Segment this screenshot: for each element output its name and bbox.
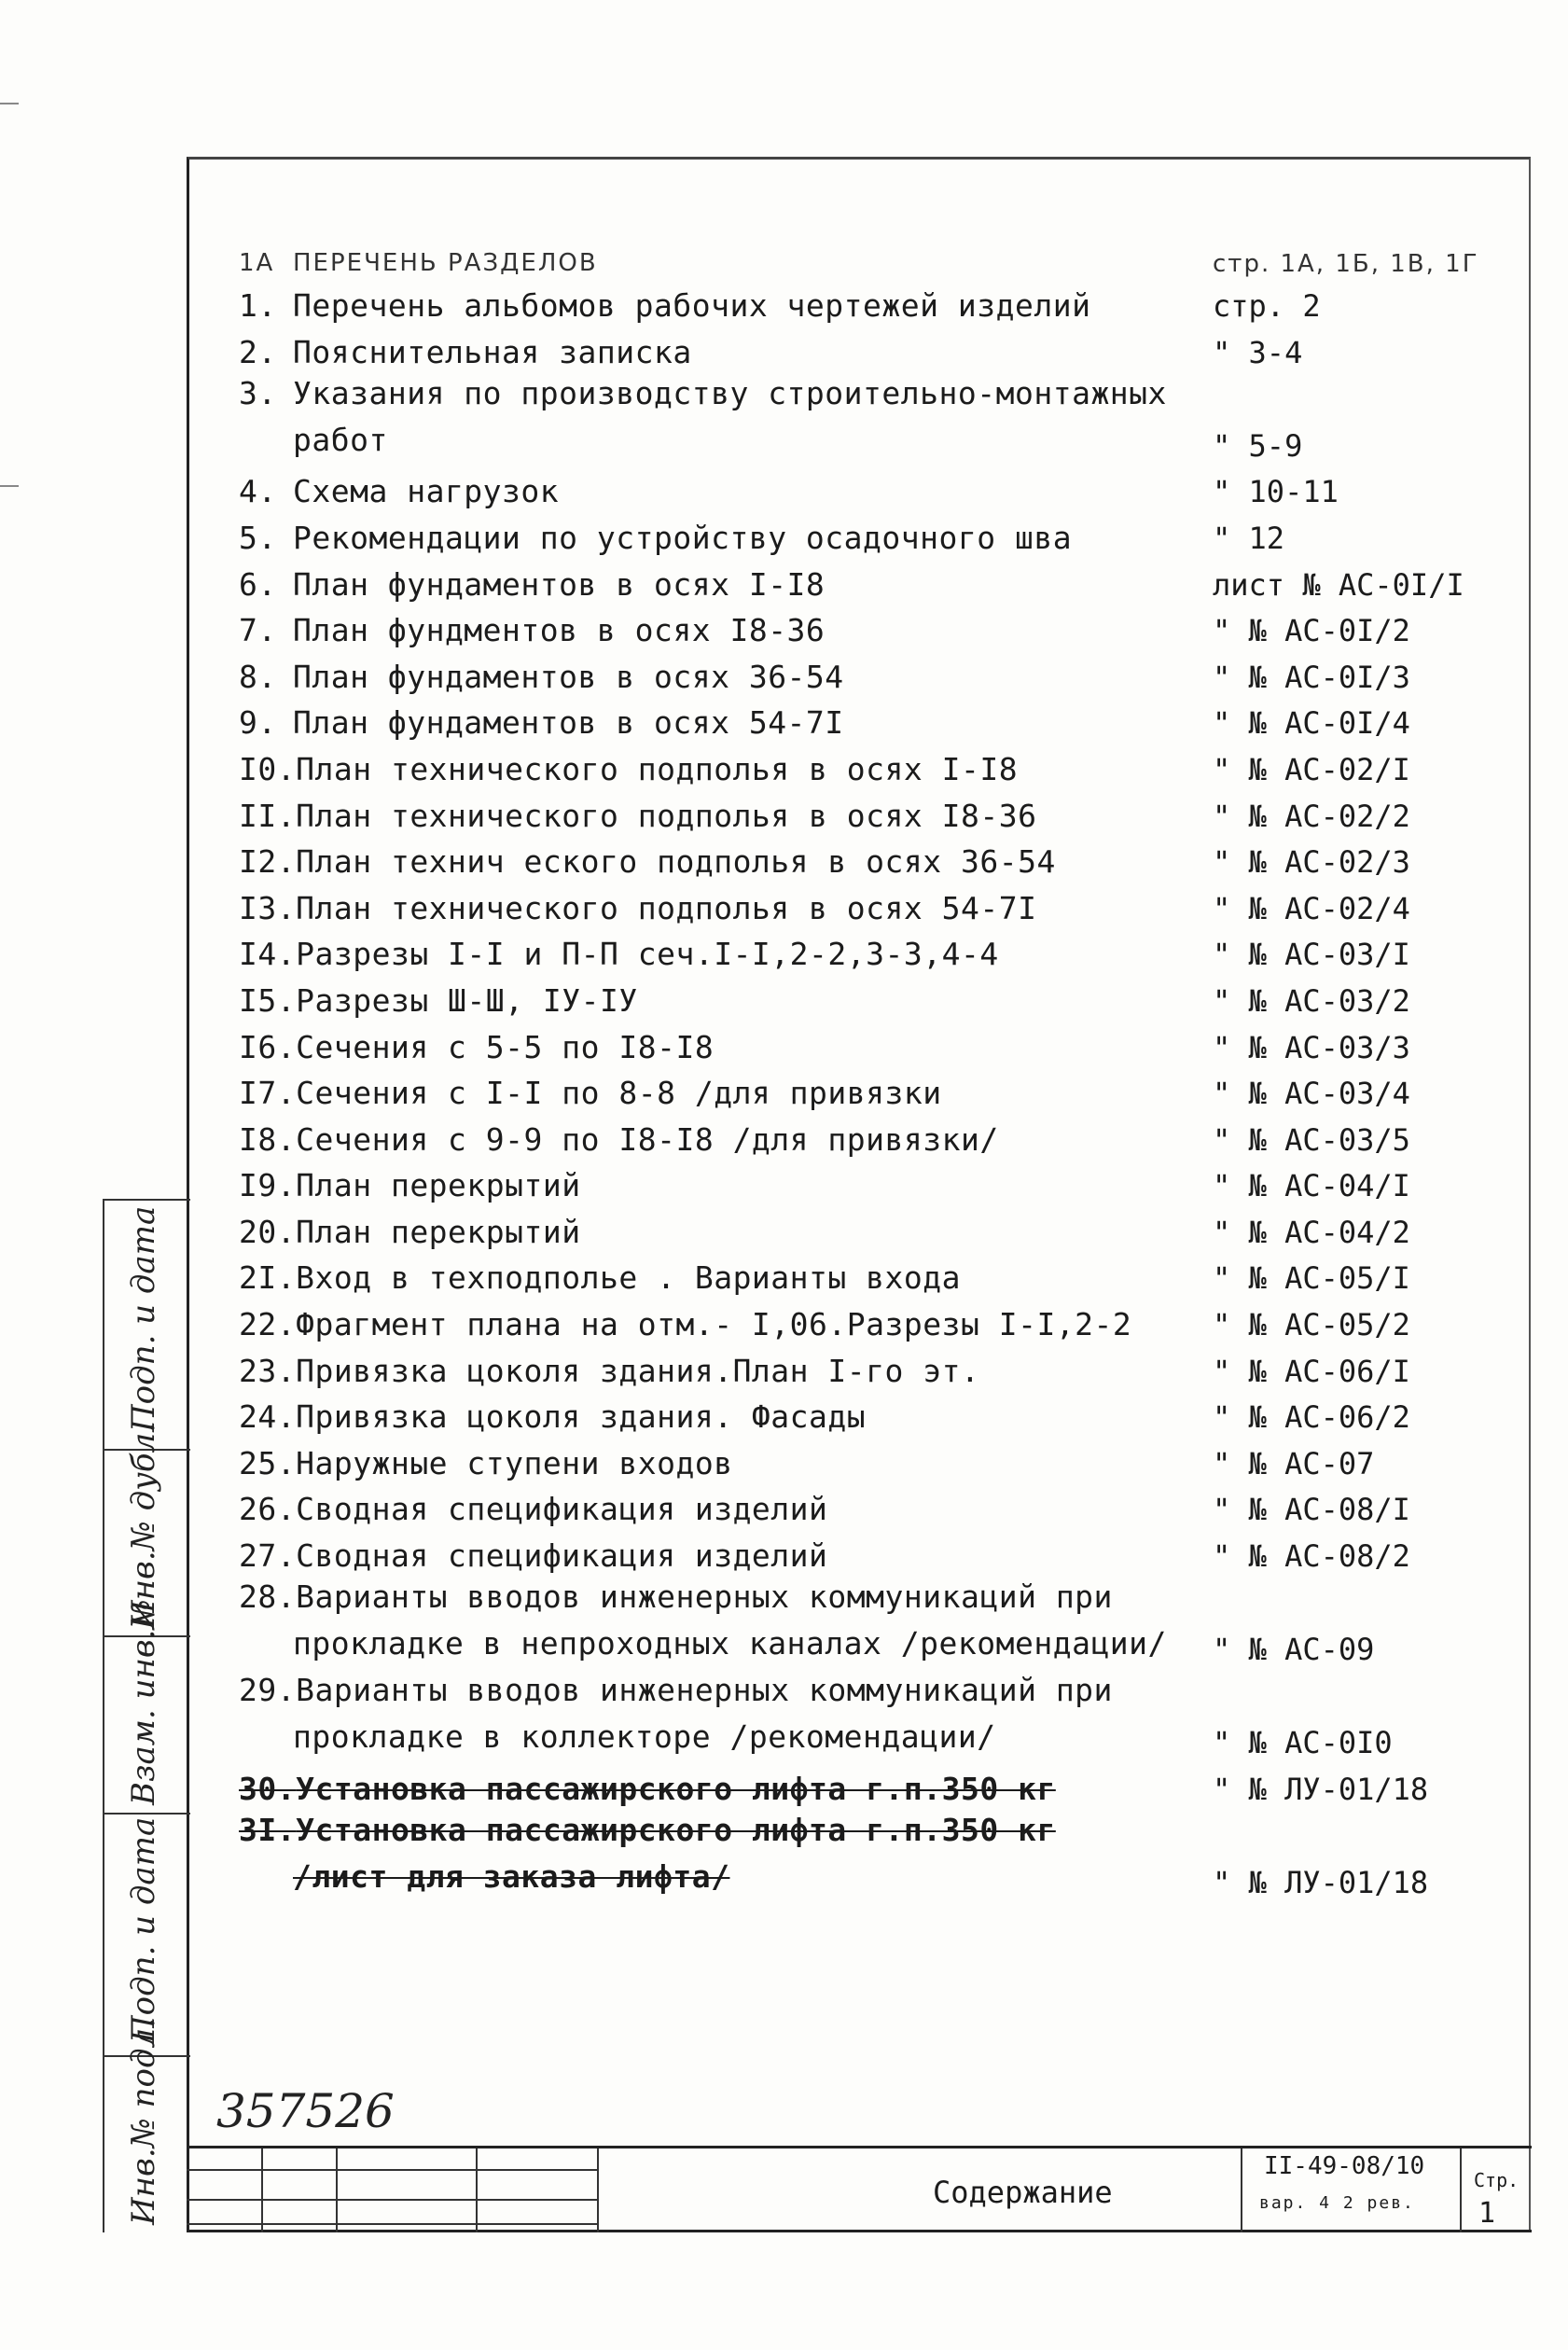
- toc-item-page-ref: " № АС-0I/4: [1213, 705, 1410, 742]
- toc-item-title: ПЕРЕЧЕНЬ РАЗДЕЛОВ: [293, 248, 598, 277]
- toc-item: [239, 1353, 1200, 1389]
- toc-row: [239, 972, 1507, 1019]
- toc-item: [239, 1259, 1200, 1296]
- toc-item-number: 3I.: [239, 1811, 297, 1848]
- toc-item-title: Привязка цоколя здания.План I-го эт.: [296, 1352, 980, 1389]
- toc-item-title: Схема нагрузок: [293, 473, 560, 510]
- stamp-code-note: вар. 4 2 рев.: [1259, 2193, 1415, 2213]
- toc-item-page-ref: " № АС-02/4: [1213, 890, 1410, 926]
- toc-item-page-ref: " № АС-03/I: [1213, 937, 1410, 973]
- toc-row: [239, 1342, 1507, 1389]
- stamp-grid-line: [1241, 2148, 1242, 2232]
- toc-item-page-ref: " № АС-06/2: [1213, 1399, 1410, 1436]
- toc-item-number: 27.: [239, 1537, 297, 1575]
- side-label-signature-bottom: Подп. и дата: [125, 1816, 162, 2043]
- toc-item: [239, 1574, 1200, 1667]
- toc-item-title: Перечень альбомов рабочих чертежей изделий: [293, 287, 1091, 325]
- toc-item: [239, 936, 1200, 972]
- toc-item: [239, 751, 1200, 787]
- toc-item-page-ref: стр. 2: [1213, 288, 1321, 325]
- toc-item: [239, 1029, 1200, 1065]
- toc-row: [239, 695, 1507, 742]
- toc-item-number: 1.: [239, 287, 277, 325]
- toc-item-title: Пояснительная записка: [293, 333, 692, 370]
- toc-item-page-ref: " № АС-08/2: [1213, 1538, 1410, 1575]
- toc-item-number: 4.: [239, 473, 277, 510]
- toc-item-title: Сводная спецификация изделий: [296, 1491, 828, 1528]
- toc-item-number: 2.: [239, 333, 277, 370]
- toc-item-title: План технического подполья в осях I8-36: [296, 797, 1037, 834]
- toc-item-number: 30.: [239, 1770, 297, 1807]
- toc-item: [239, 1445, 1200, 1481]
- toc-row: [239, 370, 1507, 464]
- toc-row: [239, 556, 1507, 603]
- margin-mark: [0, 103, 19, 104]
- toc-row: [239, 1760, 1507, 1807]
- toc-row: [239, 1296, 1507, 1342]
- toc-item-page-ref: " № АС-02/2: [1213, 798, 1410, 834]
- toc-item-page-ref: " № АС-03/2: [1213, 982, 1410, 1019]
- toc-item: [239, 982, 1200, 1019]
- toc-row: [239, 834, 1507, 881]
- stamp-grid-line: [187, 2169, 597, 2171]
- toc-item-title: Наружные ступени входов: [296, 1444, 733, 1481]
- toc-item-page-ref: " № АС-03/4: [1213, 1076, 1410, 1112]
- toc-item: [239, 287, 1200, 324]
- toc-row: [239, 231, 1507, 278]
- stamp-grid-line: [1460, 2148, 1462, 2232]
- stamp-grid-line: [261, 2148, 263, 2232]
- toc-item-page-ref: " № АС-05/I: [1213, 1260, 1410, 1297]
- toc-item-page-ref: " 3-4: [1213, 334, 1303, 370]
- toc-row: [239, 1389, 1507, 1436]
- toc-row: [239, 1158, 1507, 1204]
- toc-item: [239, 242, 1200, 278]
- toc-row: [239, 741, 1507, 787]
- toc-item-number: 24.: [239, 1398, 297, 1436]
- toc-item-page-ref: " № АС-02/3: [1213, 844, 1410, 881]
- toc-row: [239, 1667, 1507, 1760]
- toc-row: [239, 1019, 1507, 1065]
- toc-item-number: 1А: [239, 248, 275, 277]
- toc-item-title: План технического подполья в осях 54-7I: [296, 889, 1037, 926]
- toc-item-number: 26.: [239, 1491, 297, 1528]
- toc-item-number: I0.: [239, 750, 297, 787]
- toc-item-page-ref: " № АС-0I0: [1213, 1725, 1393, 1761]
- toc-item-number: I6.: [239, 1028, 297, 1065]
- toc-item-page-ref: " № АС-04/2: [1213, 1214, 1410, 1250]
- toc-item: [239, 1667, 1200, 1760]
- toc-row: [239, 278, 1507, 325]
- toc-item: [239, 798, 1200, 834]
- toc-item-page-ref: " № АС-0I/2: [1213, 613, 1410, 649]
- toc-item: [239, 334, 1200, 370]
- side-cell-orig-inv: [104, 2018, 190, 2234]
- toc-item-title: План фундментов в осях I8-36: [293, 612, 826, 649]
- toc-item-title: Сечения с 5-5 по I8-I8: [296, 1028, 715, 1065]
- toc-item-page-ref: " 10-11: [1213, 474, 1339, 510]
- toc-item: [239, 370, 1200, 464]
- side-cell-signature-top: [104, 1199, 190, 1451]
- toc-item-title-continued: работ: [293, 421, 388, 458]
- toc-row: [239, 1065, 1507, 1112]
- toc-row: [239, 1250, 1507, 1297]
- toc-item-number: I8.: [239, 1120, 297, 1158]
- stamp-grid-line: [187, 2199, 597, 2201]
- toc-item-number: I7.: [239, 1075, 297, 1112]
- toc-item: [239, 1214, 1200, 1250]
- toc-row: [239, 1574, 1507, 1667]
- toc-item: [239, 659, 1200, 695]
- toc-row: [239, 1111, 1507, 1158]
- toc-item: [239, 473, 1200, 509]
- toc-item-number: I4.: [239, 936, 297, 973]
- toc-item: [239, 520, 1200, 556]
- toc-item-title: Сводная спецификация изделий: [296, 1537, 828, 1575]
- toc-item-number: 2I.: [239, 1259, 297, 1297]
- toc-item: [239, 890, 1200, 926]
- toc-item-title: Фрагмент плана на отм.- I,06.Разрезы I-I,2-2: [296, 1306, 1132, 1343]
- toc-item-number: 29.: [239, 1672, 297, 1709]
- toc-item-title: Разрезы I-I и П-П сеч.I-I,2-2,3-3,4-4: [296, 936, 999, 973]
- toc-item-number: 23.: [239, 1352, 297, 1389]
- toc-item: [239, 1398, 1200, 1435]
- margin-mark: [0, 485, 19, 487]
- stamp-sheet-label: Стр.: [1474, 2169, 1519, 2191]
- toc-item: [239, 566, 1200, 603]
- toc-item-number: I3.: [239, 889, 297, 926]
- toc-item-title: Вход в техподполье . Варианты входа: [296, 1259, 961, 1297]
- toc-item-title: Сечения с 9-9 по I8-I8 /для привязки/: [296, 1120, 999, 1158]
- toc-item-title: План фундаментов в осях 54-7I: [293, 704, 844, 742]
- title-block-stamp: [187, 2146, 1532, 2232]
- toc-item-number: 5.: [239, 519, 277, 556]
- toc-item: [239, 1306, 1200, 1342]
- toc-row: [239, 464, 1507, 510]
- toc-item-number: 20.: [239, 1213, 297, 1250]
- toc-item: [239, 1807, 1200, 1900]
- toc-item-number: 3.: [239, 374, 277, 411]
- toc-item: [239, 704, 1200, 741]
- toc-item-page-ref: " № АС-02/I: [1213, 751, 1410, 787]
- toc-row: [239, 509, 1507, 556]
- toc-item-title-continued: прокладке в непроходных каналах /рекомендации/: [293, 1625, 1167, 1662]
- toc-item: [239, 1771, 1200, 1807]
- toc-item-page-ref: " № ЛУ-01/18: [1213, 1771, 1429, 1807]
- toc-item: [239, 843, 1200, 880]
- toc-row: [239, 787, 1507, 834]
- toc-item-number: 25.: [239, 1444, 297, 1481]
- stamp-grid-line: [187, 2223, 597, 2225]
- toc-item-page-ref: лист № АС-0I/I: [1213, 566, 1464, 603]
- side-label-replace-inv: Взам. инв.№: [125, 1599, 162, 1805]
- toc-item-title: План перекрытий: [296, 1167, 581, 1204]
- toc-item-page-ref: " № ЛУ-01/18: [1213, 1864, 1429, 1900]
- toc-item-title: Установка пассажирского лифта г.п.350 кг: [296, 1811, 1056, 1848]
- side-label-orig-inv: Инв.№ подл.: [125, 2018, 162, 2225]
- toc-item-page-ref: " 12: [1213, 520, 1285, 556]
- toc-item: [239, 1167, 1200, 1203]
- toc-item-number: I5.: [239, 981, 297, 1019]
- stamp-grid-line: [597, 2148, 599, 2232]
- toc-item: [239, 1121, 1200, 1158]
- toc-item-number: 6.: [239, 565, 277, 603]
- toc-row: [239, 324, 1507, 370]
- stamp-code: II-49-08/10: [1264, 2152, 1425, 2180]
- toc-row: [239, 1481, 1507, 1528]
- toc-item-title: Привязка цоколя здания. Фасады: [296, 1398, 867, 1436]
- toc-item-title-continued: прокладке в коллекторе /рекомендации/: [293, 1718, 996, 1756]
- toc-item: [239, 1491, 1200, 1527]
- toc-item-number: 7.: [239, 612, 277, 649]
- toc-item-number: II.: [239, 797, 297, 834]
- toc-item-page-ref: " № АС-06/I: [1213, 1353, 1410, 1389]
- toc-item-number: 28.: [239, 1578, 297, 1616]
- toc-row: [239, 880, 1507, 926]
- toc-item-title-continued: /лист для заказа лифта/: [293, 1857, 730, 1895]
- toc-item-number: 22.: [239, 1306, 297, 1343]
- stamp-title: Содержание: [933, 2175, 1113, 2210]
- toc-item-number: 8.: [239, 658, 277, 695]
- inventory-number: 357526: [216, 2084, 395, 2138]
- toc-item: [239, 1537, 1200, 1574]
- toc-item-page-ref: " № АС-08/I: [1213, 1492, 1410, 1528]
- toc-item-number: I2.: [239, 843, 297, 881]
- toc-item-page-ref: " № АС-03/5: [1213, 1121, 1410, 1158]
- approval-side-strip: [103, 1199, 190, 2232]
- toc-item: [239, 1075, 1200, 1111]
- toc-item-title: План фундаментов в осях I-I8: [293, 565, 826, 603]
- toc-item-title: План перекрытий: [296, 1213, 581, 1250]
- toc-row: [239, 1203, 1507, 1250]
- toc-item-page-ref: " № АС-0I/3: [1213, 659, 1410, 695]
- stamp-grid-line: [336, 2148, 338, 2232]
- toc-item-page-ref: " № АС-07: [1213, 1445, 1375, 1481]
- side-label-signature-top: Подп. и дата: [125, 1205, 162, 1432]
- toc-row: [239, 1435, 1507, 1481]
- toc-item-title: Установка пассажирского лифта г.п.350 кг: [296, 1770, 1056, 1807]
- toc-item: [239, 612, 1200, 648]
- toc-item-title: Указания по производству строительно-монтажных: [293, 374, 1167, 411]
- toc-item-page-ref: " № АС-09: [1213, 1632, 1375, 1668]
- stamp-sheet-number: 1: [1478, 2197, 1496, 2230]
- toc-item-title: Разрезы Ш-Ш, IУ-IУ: [296, 981, 638, 1019]
- toc-item-page-ref: стр. 1А, 1Б, 1В, 1Г: [1213, 249, 1479, 278]
- toc-item-page-ref: " № АС-05/2: [1213, 1307, 1410, 1343]
- toc-item-page-ref: " № АС-03/3: [1213, 1029, 1410, 1065]
- toc-item-title: План технического подполья в осях I-I8: [296, 750, 1019, 787]
- toc-row: [239, 648, 1507, 695]
- toc-row: [239, 603, 1507, 649]
- side-label-dupl-inv: Инв.№ дубл.: [125, 1422, 162, 1628]
- toc-item-title: Сечения с I-I по 8-8 /для привязки: [296, 1075, 942, 1112]
- side-cell-replace-inv: [104, 1599, 190, 1815]
- toc-item-title: Варианты вводов инженерных коммуникаций при: [296, 1672, 1113, 1709]
- toc-item-title: План технич еского подполья в осях 36-54: [296, 843, 1056, 881]
- toc-item-title: Варианты вводов инженерных коммуникаций при: [296, 1578, 1113, 1616]
- toc-item-number: I9.: [239, 1167, 297, 1204]
- toc-row: [239, 1807, 1507, 1900]
- toc-item-title: Рекомендации по устройству осадочного шва: [293, 519, 1073, 556]
- toc-item-page-ref: " 5-9: [1213, 427, 1303, 464]
- toc-item-title: План фундаментов в осях 36-54: [293, 658, 844, 695]
- toc-item-page-ref: " № АС-04/I: [1213, 1168, 1410, 1204]
- toc-row: [239, 926, 1507, 973]
- table-of-contents: [239, 231, 1507, 1900]
- toc-item-number: 9.: [239, 704, 277, 742]
- stamp-grid-line: [476, 2148, 478, 2232]
- toc-row: [239, 1527, 1507, 1574]
